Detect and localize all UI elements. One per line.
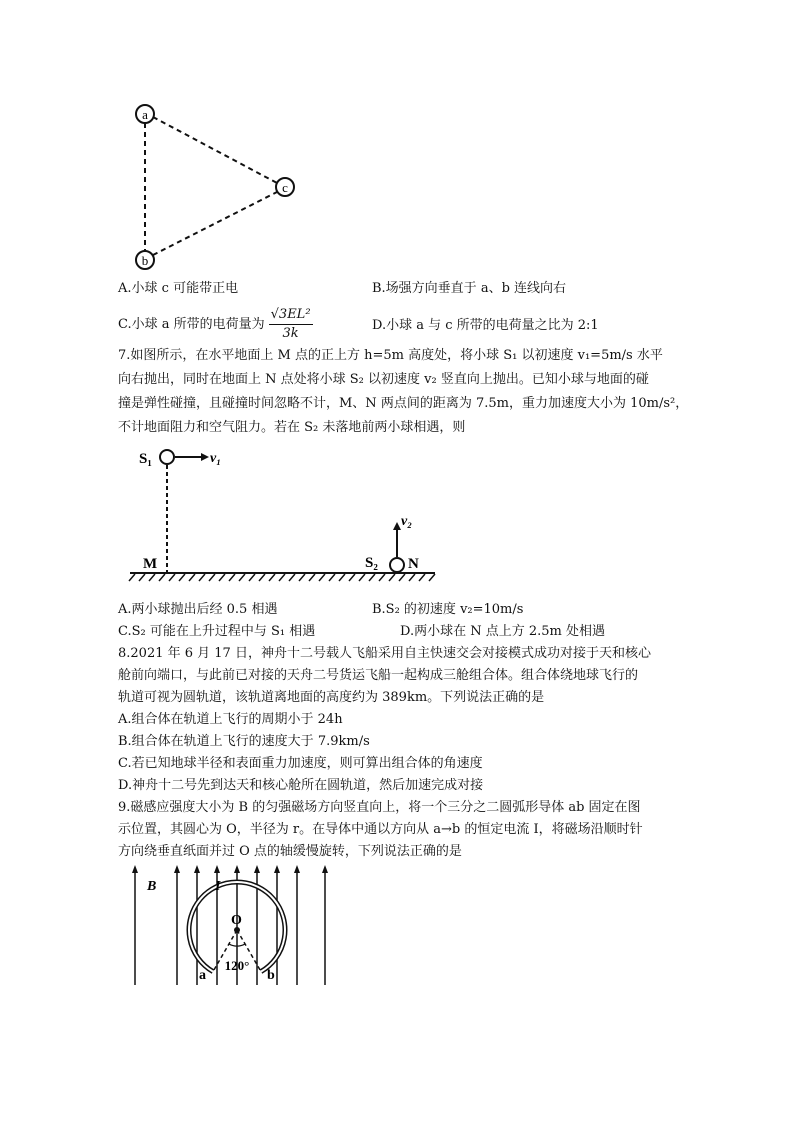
edge-bc bbox=[153, 192, 277, 255]
label-v2: v₂ bbox=[401, 514, 413, 529]
q6-option-d: D.小球 a 与 c 所带的电荷量之比为 2:1 bbox=[372, 318, 599, 333]
magnetic-field-figure bbox=[125, 860, 345, 990]
q7-stem-line-3: 撞是弹性碰撞，且碰撞时间忽略不计，M、N 两点间的距离为 7.5m，重力加速度大小为 10m/s²， bbox=[118, 396, 689, 411]
projectile-figure bbox=[125, 440, 445, 590]
ball-s2 bbox=[390, 558, 404, 572]
q9-stem-line-3: 方向绕垂直纸面并过 O 点的轴缓慢旋转，下列说法正确的是 bbox=[118, 844, 462, 859]
label-a-end: a bbox=[199, 968, 206, 983]
q8-option-c: C.若已知地球半径和表面重力加速度，则可算出组合体的角速度 bbox=[118, 756, 483, 771]
q6-option-c bbox=[118, 306, 313, 343]
q7-option-a: A.两小球抛出后经 0.5 相遇 bbox=[118, 602, 278, 617]
q8-option-a: A.组合体在轨道上飞行的周期小于 24h bbox=[118, 712, 343, 727]
label-a: a bbox=[142, 107, 148, 122]
q6-option-c-prefix: C.小球 a 所带的电荷量为 bbox=[118, 316, 265, 332]
q6-option-c-fraction bbox=[269, 306, 313, 343]
edge-ac bbox=[153, 117, 277, 183]
label-m: M bbox=[143, 556, 158, 572]
v2-arrowhead bbox=[393, 522, 401, 530]
label-s1: S₁ bbox=[139, 451, 152, 467]
label-angle: 120° bbox=[224, 958, 250, 973]
q8-stem-line-2: 舱前向端口，与此前已对接的天舟二号货运飞船一起构成三舱组合体。组合体绕地球飞行的 bbox=[118, 668, 639, 683]
label-v1: v₁ bbox=[210, 451, 222, 466]
q7-option-b: B.S₂ 的初速度 v₂=10m/s bbox=[372, 602, 524, 617]
ball-s1 bbox=[160, 450, 174, 464]
q6-option-a: A.小球 c 可能带正电 bbox=[118, 281, 239, 296]
ground-hatching bbox=[129, 574, 435, 581]
label-I: I bbox=[215, 879, 221, 894]
v1-arrowhead bbox=[201, 453, 209, 461]
label-b: b bbox=[141, 253, 149, 268]
q7-stem-line-4: 不计地面阻力和空气阻力。若在 S₂ 未落地前两小球相遇，则 bbox=[118, 420, 466, 435]
label-n: N bbox=[408, 556, 419, 572]
q7-stem-line-2: 向右抛出，同时在地面上 N 点处将小球 S₂ 以初速度 v₂ 竖直向上抛出。已知小球与地面的碰 bbox=[118, 372, 649, 387]
label-c: c bbox=[282, 180, 288, 195]
label-B: B bbox=[147, 879, 157, 894]
fraction-denominator: 3k bbox=[282, 326, 299, 341]
triangle-figure bbox=[125, 95, 305, 275]
q8-stem-line-3: 轨道可视为圆轨道，该轨道离地面的高度约为 389km。下列说法正确的是 bbox=[118, 690, 545, 705]
label-O: O bbox=[231, 913, 242, 928]
q8-stem-line-1: 8.2021 年 6 月 17 日，神舟十二号载人飞船采用自主快速交会对接模式成功对接于天和核心 bbox=[118, 646, 651, 661]
q9-stem-line-1: 9.磁感应强度大小为 B 的匀强磁场方向竖直向上，将一个三分之二圆弧形导体 ab 固定在图 bbox=[118, 800, 641, 815]
q8-option-b: B.组合体在轨道上飞行的速度大于 7.9km/s bbox=[118, 734, 370, 749]
q9-stem-line-2: 示位置，其圆心为 O，半径为 r。在导体中通以方向从 a→b 的恒定电流 I，将磁场沿顺时针 bbox=[118, 822, 643, 837]
fraction-numerator: √3EL² bbox=[269, 306, 313, 325]
q7-option-c: C.S₂ 可能在上升过程中与 S₁ 相遇 bbox=[118, 624, 316, 639]
q6-option-b: B.场强方向垂直于 a、b 连线向右 bbox=[372, 281, 567, 296]
q7-option-d: D.两小球在 N 点上方 2.5m 处相遇 bbox=[400, 624, 605, 639]
field-arrowheads bbox=[132, 865, 328, 873]
q8-option-d: D.神舟十二号先到达天和核心舱所在圆轨道，然后加速完成对接 bbox=[118, 778, 484, 793]
label-b-end: b bbox=[267, 968, 275, 983]
label-s2: S₂ bbox=[365, 555, 378, 571]
q7-stem-line-1: 7.如图所示，在水平地面上 M 点的正上方 h=5m 高度处，将小球 S₁ 以初速度 v₁=5m/s 水平 bbox=[118, 348, 663, 363]
